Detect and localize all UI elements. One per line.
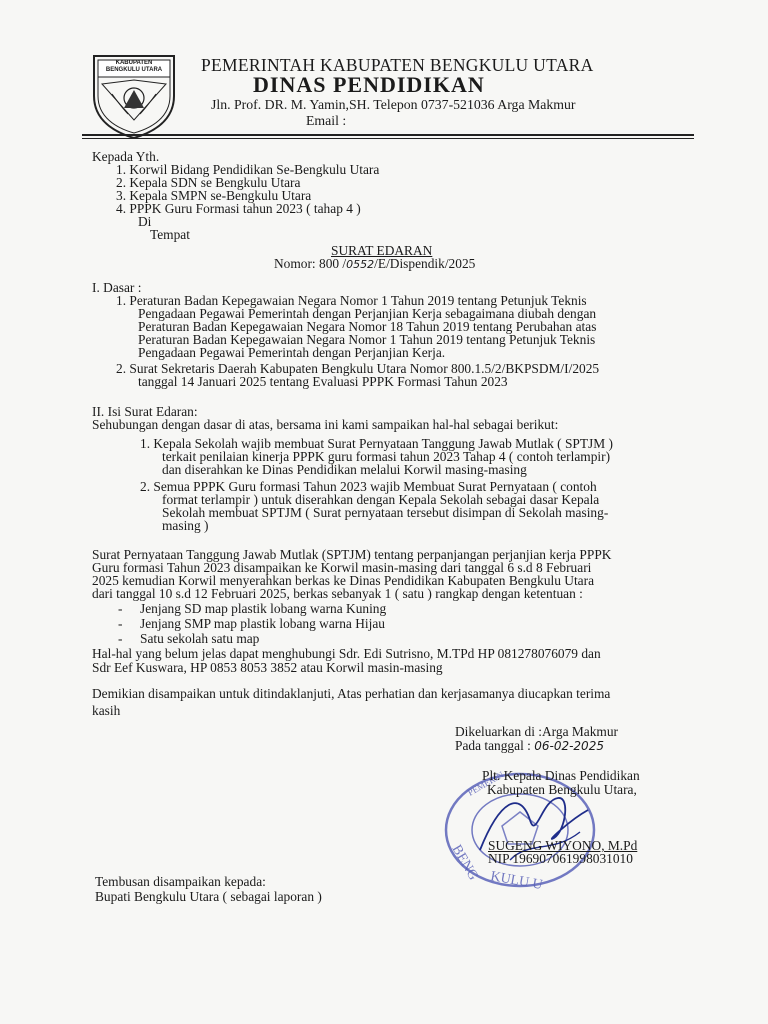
svg-text:PEMERIN: PEMERIN: [466, 769, 506, 798]
dasar-line: Peraturan Badan Kepegawaian Negara Nomor 1 Tahun 2019 tentang Petunjuk Teknis: [138, 332, 596, 347]
recipient-item: 3. Kepala SMPN se-Bengkulu Utara: [116, 188, 312, 203]
issued-date-label: Pada tanggal :: [455, 738, 531, 753]
body-line: Surat Pernyataan Tanggung Jawab Mutlak (SPTJM) tentang perpanjangan perjanjian kerja PPPK: [92, 547, 612, 562]
body-line: 2025 kemudian Korwil menyerahkan berkas ke Dinas Pendidikan Kabupaten Bengkulu Utara: [92, 573, 595, 588]
logo-top-text: KABUPATEN: [115, 60, 153, 66]
recipients-intro: Kepada Yth.: [92, 149, 160, 164]
issued-place: Dikeluarkan di :Arga Makmur: [455, 724, 619, 739]
signatory-name: SUGENG WIYONO, M.Pd: [488, 838, 638, 853]
dasar-line: Peraturan Badan Kepegawaian Negara Nomor 18 Tahun 2019 tentang Perubahan atas: [138, 319, 597, 334]
letterhead-rule-thick: [82, 134, 694, 136]
letter-number-prefix: Nomor: 800 /: [274, 256, 347, 271]
dasar-line: 2. Surat Sekretaris Daerah Kabupaten Bengkulu Utara Nomor 800.1.5/2/BKPSDM/I/2025: [116, 361, 600, 376]
bullet-mark: -: [118, 631, 123, 646]
contact-line: Hal-hal yang belum jelas dapat menghubungi Sdr. Edi Sutrisno, M.TPd HP 081278076079 dan: [92, 646, 601, 661]
recipient-item: 2. Kepala SDN se Bengkulu Utara: [116, 175, 301, 190]
svg-text:BENG: BENG: [448, 842, 481, 884]
bullet-item: Jenjang SMP map plastik lobang warna Hijau: [140, 616, 385, 631]
svg-text:KULU U: KULU U: [489, 869, 544, 893]
bullet-mark: -: [118, 616, 123, 631]
signatory-title: Plt. Kepala Dinas Pendidikan: [482, 768, 640, 783]
isi-line: 2. Semua PPPK Guru formasi Tahun 2023 wajib Membuat Surat Pernyataan ( contoh: [140, 479, 597, 494]
letter-number: [274, 256, 475, 273]
agency-email: Email :: [306, 113, 347, 128]
isi-line: Sekolah membuat SPTJM ( Surat pernyataan tersebut disimpan di Sekolah masing-: [162, 505, 609, 520]
copy-heading: Tembusan disampaikan kepada:: [95, 874, 266, 889]
letter-number-handwritten: 0552: [346, 258, 375, 271]
agency-address: Jln. Prof. DR. M. Yamin,SH. Telepon 0737-521036 Arga Makmur: [211, 97, 576, 112]
bullet-mark: -: [118, 601, 123, 616]
isi-intro: Sehubungan dengan dasar di atas, bersama ini kami sampaikan hal-hal sebagai berikut:: [92, 417, 559, 432]
signatory-region: Kabupaten Bengkulu Utara,: [487, 782, 637, 797]
closing-line: kasih: [92, 703, 121, 718]
agency-name: DINAS PENDIDIKAN: [253, 72, 485, 97]
signatory-nip: NIP 196907061998031010: [488, 851, 633, 866]
contact-line: Sdr Eef Kuswara, HP 0853 8053 3852 atau Korwil masin-masing: [92, 660, 443, 675]
isi-line: dan diserahkan ke Dinas Pendidikan melalui Korwil masing-masing: [162, 462, 527, 477]
recipient-item: 4. PPPK Guru Formasi tahun 2023 ( tahap 4 ): [116, 201, 361, 216]
isi-line: masing ): [162, 518, 209, 533]
closing-line: Demikian disampaikan untuk ditindaklanjuti, Atas perhatian dan kerjasamanya diucapkan terima: [92, 686, 611, 701]
isi-line: terkait penilaian kinerja PPPK guru formasi tahun 2023 Tahap 4 ( contoh terlampir): [162, 449, 611, 464]
issued-date: [455, 738, 604, 754]
body-line: dari tanggal 10 s.d 12 Februari 2025, berkas sebanyak 1 ( satu ) rangkap dengan ketentuan :: [92, 586, 583, 601]
bullet-item: Satu sekolah satu map: [140, 631, 260, 646]
isi-line: format terlampir ) untuk diserahkan dengan Kepala Sekolah sebagai dasar Kepala: [162, 492, 600, 507]
letter-number-suffix: /E/Dispendik/2025: [374, 256, 476, 271]
bullet-item: Jenjang SD map plastik lobang warna Kuning: [140, 601, 387, 616]
isi-heading: II. Isi Surat Edaran:: [92, 404, 198, 419]
recipient-item: 1. Korwil Bidang Pendidikan Se-Bengkulu Utara: [116, 162, 380, 177]
letterhead-rule-thin: [82, 138, 694, 139]
issued-date-handwritten: 06-02-2025: [534, 739, 604, 753]
dasar-heading: I. Dasar :: [92, 280, 142, 295]
letter-title: SURAT EDARAN: [331, 243, 433, 258]
copy-item: Bupati Bengkulu Utara ( sebagai laporan ): [95, 889, 322, 904]
logo-bottom-text: BENGKULU UTARA: [105, 67, 163, 73]
government-name: PEMERINTAH KABUPATEN BENGKULU UTARA: [201, 55, 594, 75]
dasar-line: tanggal 14 Januari 2025 tentang Evaluasi PPPK Formasi Tahun 2023: [138, 374, 508, 389]
recipient-di: Di: [138, 214, 152, 229]
dasar-line: 1. Peraturan Badan Kepegawaian Negara Nomor 1 Tahun 2019 tentang Petunjuk Teknis: [116, 293, 587, 308]
dasar-line: Pengadaan Pegawai Pemerintah dengan Perjanjian Kerja.: [138, 345, 446, 360]
dasar-line: Pengadaan Pegawai Pemerintah dengan Perjanjian Kerja sebagaimana diubah dengan: [138, 306, 597, 321]
isi-line: 1. Kepala Sekolah wajib membuat Surat Pernyataan Tanggung Jawab Mutlak ( SPTJM ): [140, 436, 613, 451]
body-line: Guru formasi Tahun 2023 disampaikan ke Korwil masin-masing dari tanggal 6 s.d 8 Februari: [92, 560, 592, 575]
recipient-tempat: Tempat: [150, 227, 190, 242]
